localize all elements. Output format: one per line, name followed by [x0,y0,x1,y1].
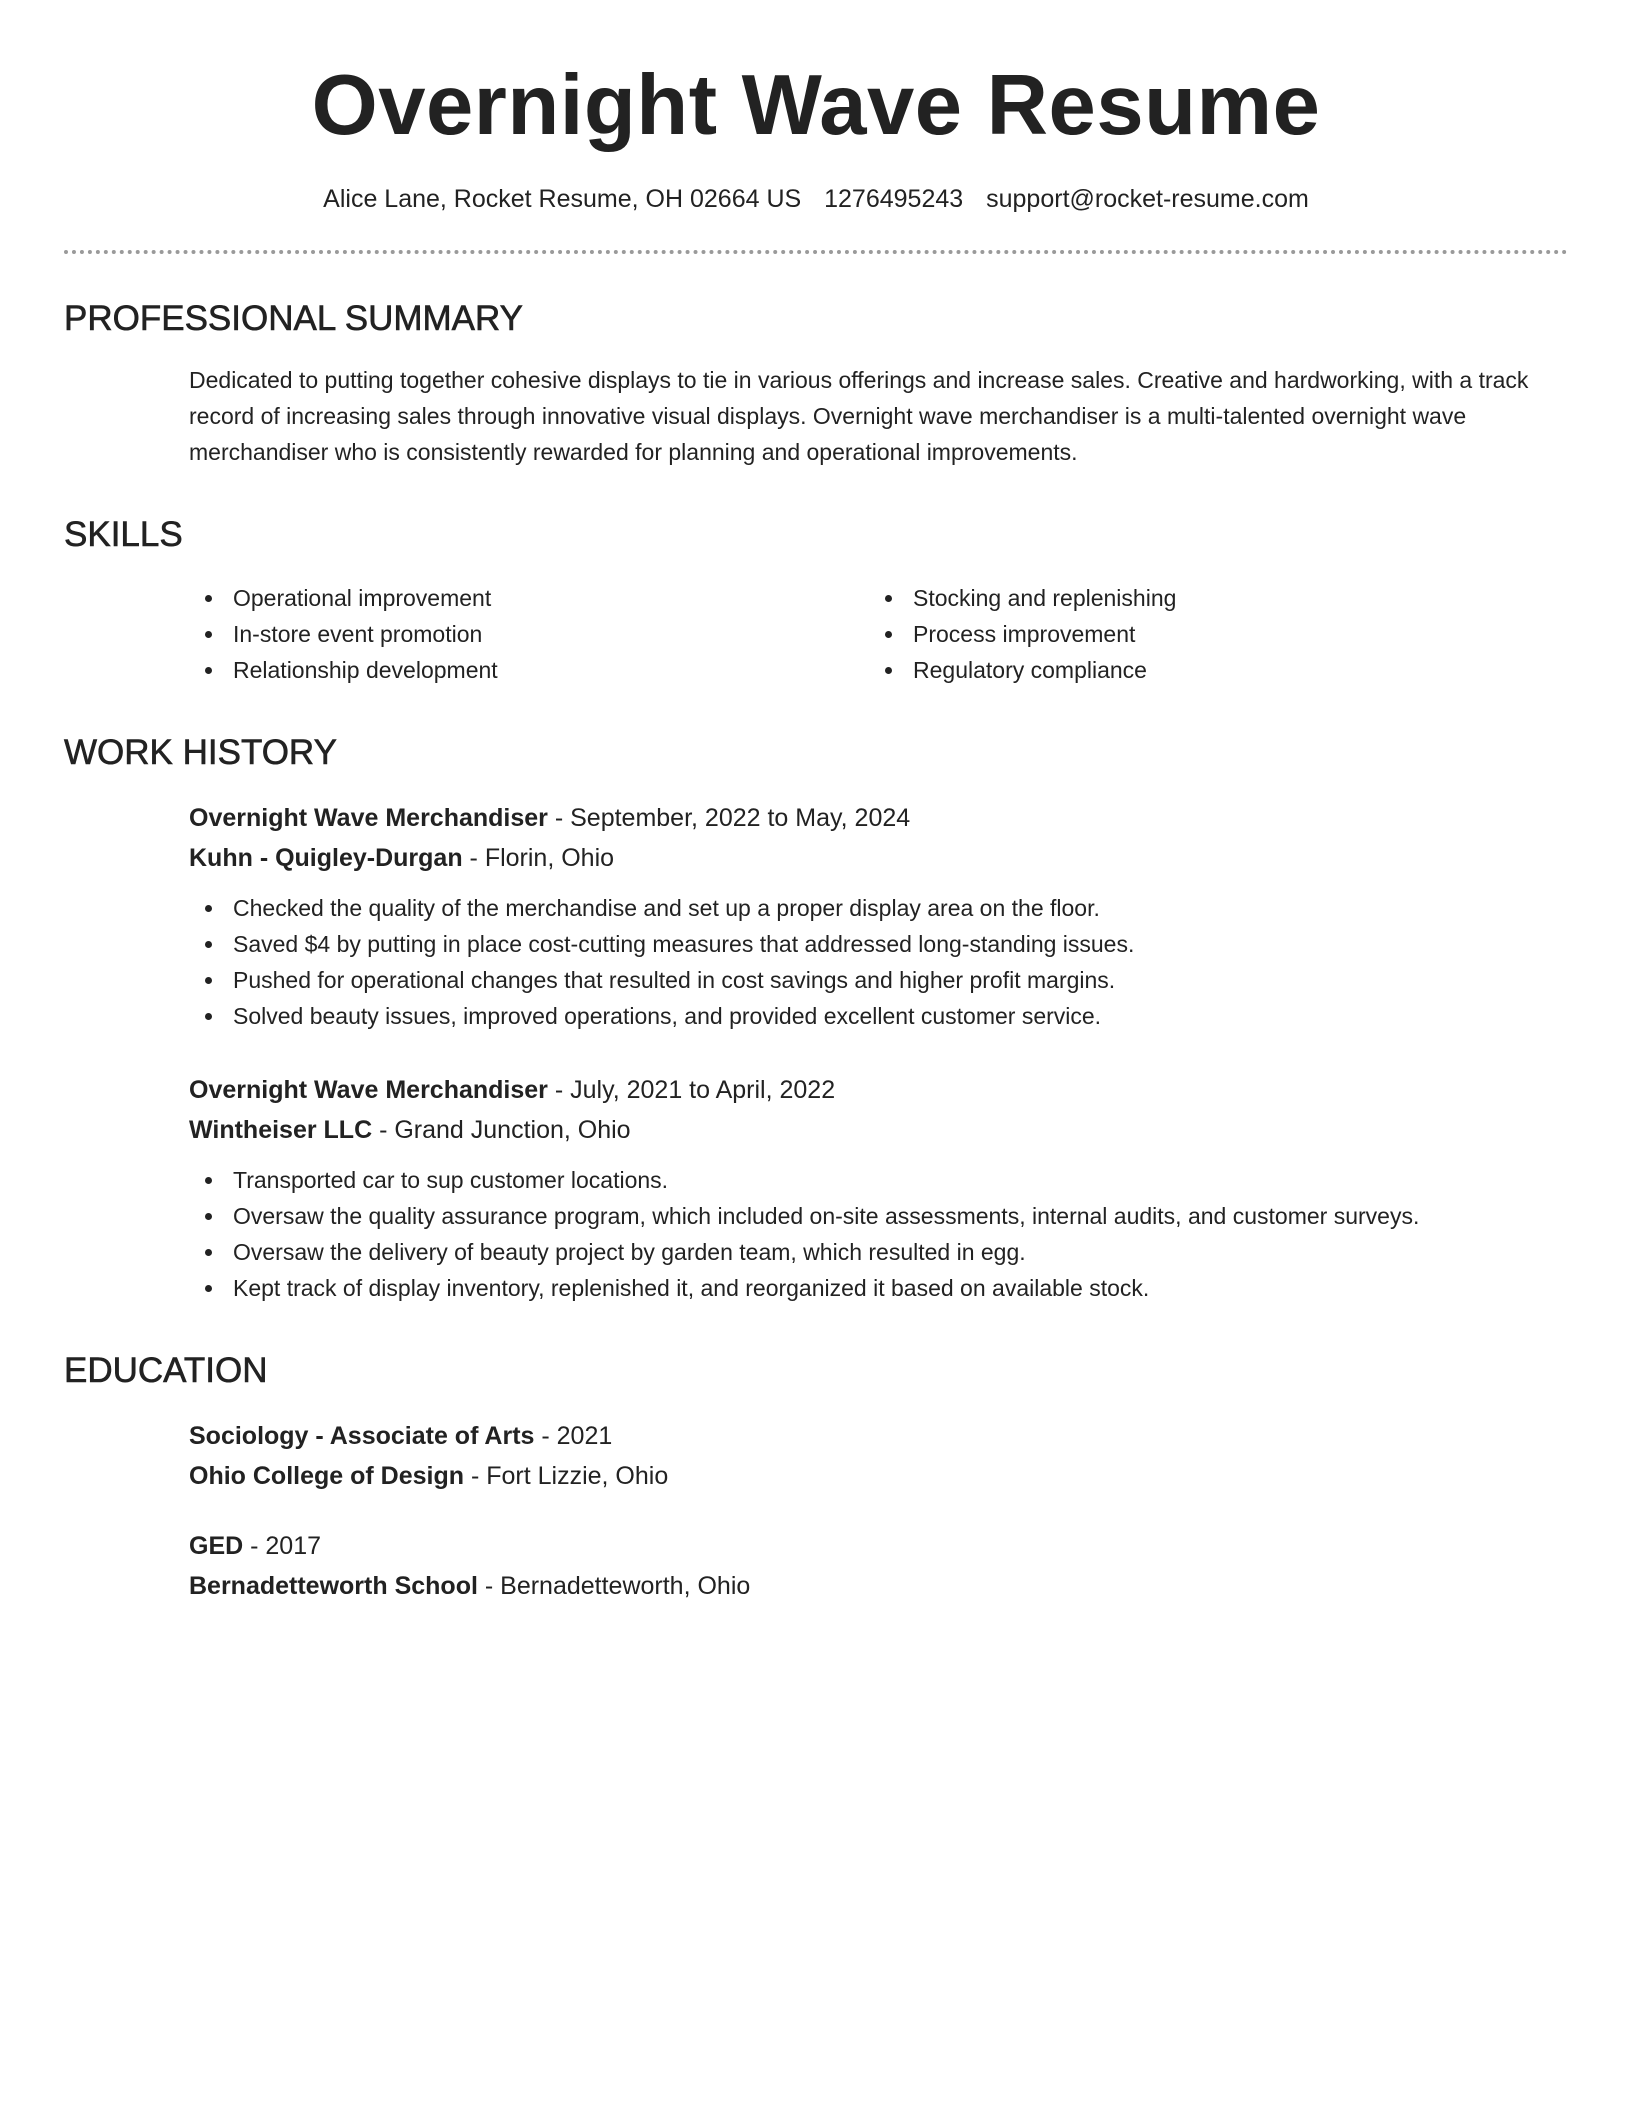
header-divider [64,250,1568,254]
education-degree-line [189,1526,1568,1566]
education-school: Bernadetteworth School [189,1572,478,1600]
job-bullet: Kept track of display inventory, replenished it, and reorganized it based on available stock. [189,1270,1568,1306]
education-year: - 2021 [534,1422,613,1450]
contact-email: support@rocket-resume.com [986,185,1309,213]
education-location: - Bernadetteworth, Ohio [477,1572,751,1600]
education-school-line [189,1566,1568,1606]
skills-section [64,514,1568,688]
skills-column-right [869,580,1549,688]
job-company: Kuhn - Quigley-Durgan [189,844,463,872]
job-entry [189,1070,1568,1306]
skill-item: Regulatory compliance [869,652,1549,688]
job-role: Overnight Wave Merchandiser [189,804,548,832]
summary-heading: PROFESSIONAL SUMMARY [64,299,523,338]
skill-item: Relationship development [189,652,869,688]
education-degree: GED [189,1532,244,1560]
resume-title: Overnight Wave Resume [311,58,1321,153]
skill-item: Stocking and replenishing [869,580,1549,616]
job-title-line [189,1070,1568,1110]
education-degree-line [189,1416,1568,1456]
job-entry [189,798,1568,1034]
education-heading: EDUCATION [64,1351,268,1390]
job-dates: - July, 2021 to April, 2022 [547,1076,836,1104]
job-bullet: Oversaw the delivery of beauty project by garden team, which resulted in egg. [189,1234,1568,1270]
contact-phone: 1276495243 [824,185,964,213]
job-company: Wintheiser LLC [189,1116,373,1144]
job-bullet: Solved beauty issues, improved operations, and provided excellent customer service. [189,998,1568,1034]
job-location: - Florin, Ohio [462,844,615,872]
job-company-line [189,838,1568,878]
education-location: - Fort Lizzie, Ohio [464,1462,669,1490]
job-bullets [189,1162,1568,1306]
education-year: - 2017 [243,1532,322,1560]
job-dates: - September, 2022 to May, 2024 [547,804,911,832]
education-section [64,1350,1568,1606]
resume-header [64,0,1568,254]
work-history-section [64,732,1568,1306]
education-school: Ohio College of Design [189,1462,465,1490]
job-bullets [189,890,1568,1034]
skills-list [189,580,1568,688]
job-bullet: Oversaw the quality assurance program, which included on-site assessments, internal audits, and customer surveys. [189,1198,1568,1234]
skill-item: Operational improvement [189,580,869,616]
contact-line [64,182,1568,216]
work-history-heading: WORK HISTORY [64,733,337,772]
skill-item: Process improvement [869,616,1549,652]
skill-item: In-store event promotion [189,616,869,652]
education-degree: Sociology - Associate of Arts [189,1422,535,1450]
skills-column-left [189,580,869,688]
job-company-line [189,1110,1568,1150]
summary-section [64,298,1568,470]
job-bullet: Checked the quality of the merchandise and set up a proper display area on the floor. [189,890,1568,926]
job-location: - Grand Junction, Ohio [372,1116,631,1144]
job-title-line [189,798,1568,838]
skills-heading: SKILLS [64,515,183,554]
education-school-line [189,1456,1568,1496]
job-bullet: Saved $4 by putting in place cost-cutting measures that addressed long-standing issues. [189,926,1568,962]
job-bullet: Pushed for operational changes that resulted in cost savings and higher profit margins. [189,962,1568,998]
summary-text: Dedicated to putting together cohesive displays to tie in various offerings and increase sales. Creative and hardworking, with a track record of increasing sales through innovative visual displays. Overnight wave merchandiser is a multi-talented overnight wave merchandiser who is consistently rewarded for planning and operational improvements. [189,367,1529,465]
contact-address: Alice Lane, Rocket Resume, OH 02664 US [323,185,802,213]
job-role: Overnight Wave Merchandiser [189,1076,548,1104]
job-bullet: Transported car to sup customer locations. [189,1162,1568,1198]
education-entry [189,1526,1568,1606]
education-entry [189,1416,1568,1496]
